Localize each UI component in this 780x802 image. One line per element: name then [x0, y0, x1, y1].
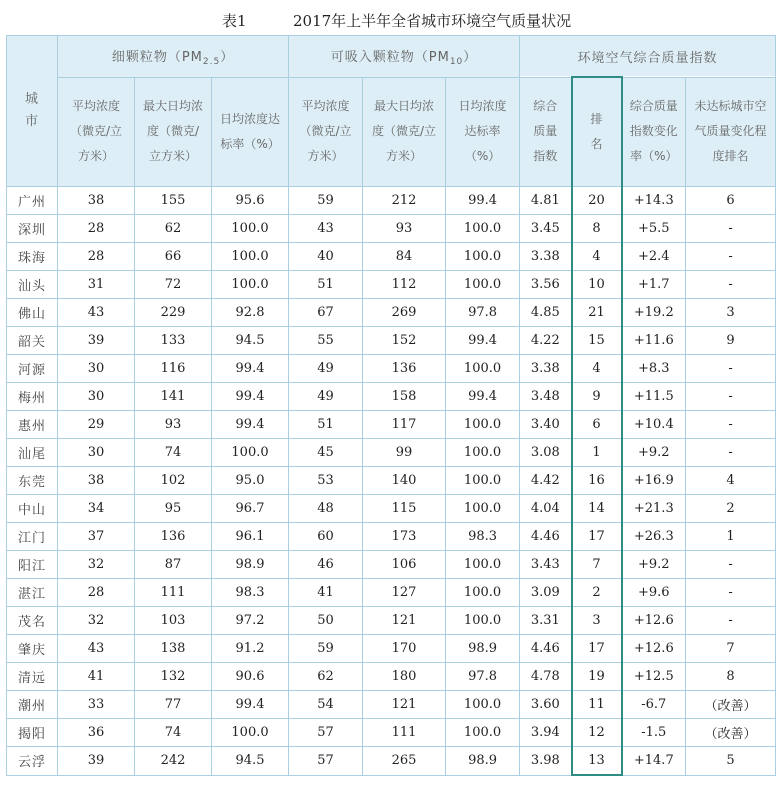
- pm10-avg-cell: 53: [289, 467, 363, 495]
- pm25-max-cell: 72: [135, 271, 212, 299]
- pm25-avg-cell: 29: [58, 411, 135, 439]
- aqi-rank-cell: 4: [572, 355, 622, 383]
- city-cell: 肇庆: [7, 635, 58, 663]
- aqi-rank-cell: 9: [572, 383, 622, 411]
- pm25-avg-cell: 43: [58, 299, 135, 327]
- improve-rank-cell: 4: [686, 467, 776, 495]
- pm25-rate-cell: 95.0: [212, 467, 289, 495]
- aqi-rank-cell: 3: [572, 607, 622, 635]
- pm25-avg-header: [58, 77, 135, 187]
- pm10-avg-cell: 57: [289, 747, 363, 776]
- pm10-rate-cell: 100.0: [446, 411, 520, 439]
- pm10-rate-cell: 100.0: [446, 271, 520, 299]
- city-cell: 茂名: [7, 607, 58, 635]
- pm10-max-cell: 99: [363, 439, 446, 467]
- aqi-index-cell: 4.81: [520, 187, 572, 215]
- pm25-rate-cell: 91.2: [212, 635, 289, 663]
- header-group-row: [7, 36, 776, 78]
- pm10-avg-cell: 60: [289, 523, 363, 551]
- improve-rank-cell: 7: [686, 635, 776, 663]
- city-cell: 惠州: [7, 411, 58, 439]
- pm10-avg-cell: 40: [289, 243, 363, 271]
- pm25-rate-cell: 99.4: [212, 411, 289, 439]
- pm10-max-cell: 140: [363, 467, 446, 495]
- pm25-avg-cell: 38: [58, 187, 135, 215]
- aqi-index-cell: 3.98: [520, 747, 572, 776]
- pm25-max-cell: 242: [135, 747, 212, 776]
- pm25-avg-cell: 30: [58, 355, 135, 383]
- pm10-rate-cell: 100.0: [446, 243, 520, 271]
- table-row: [7, 271, 776, 299]
- aqi-rank-cell: 14: [572, 495, 622, 523]
- pm10-max-cell: 106: [363, 551, 446, 579]
- table-row: [7, 299, 776, 327]
- table-row: [7, 383, 776, 411]
- aqi-rank-cell: 17: [572, 635, 622, 663]
- aqi-change-cell: +9.6: [622, 579, 686, 607]
- improve-rank-cell: 1: [686, 523, 776, 551]
- aqi-change-cell: +16.9: [622, 467, 686, 495]
- pm25-avg-cell: 32: [58, 551, 135, 579]
- pm10-max-cell: 121: [363, 691, 446, 719]
- header-city-label: 城市: [25, 92, 40, 129]
- pm25-avg-cell: 28: [58, 579, 135, 607]
- aqi-index-cell: 3.48: [520, 383, 572, 411]
- pm10-rate-cell: 100.0: [446, 551, 520, 579]
- pm25-max-cell: 111: [135, 579, 212, 607]
- pm25-max-header-text: 最大日均浓度（微克/立方米）: [143, 99, 204, 164]
- pm10-rate-cell: 100.0: [446, 691, 520, 719]
- pm10-avg-cell: 59: [289, 635, 363, 663]
- improve-rank-cell: 8: [686, 663, 776, 691]
- pm25-max-cell: 62: [135, 215, 212, 243]
- pm10-prefix: 可吸入颗粒物（PM: [330, 49, 450, 65]
- aqi-change-header: [622, 77, 686, 187]
- pm25-avg-cell: 30: [58, 383, 135, 411]
- aqi-rank-cell: 8: [572, 215, 622, 243]
- improve-rank-cell: （改善）: [686, 691, 776, 719]
- aqi-rank-cell: 11: [572, 691, 622, 719]
- pm25-max-header: [135, 77, 212, 187]
- pm10-max-cell: 111: [363, 719, 446, 747]
- aqi-rank-cell: 13: [572, 747, 622, 776]
- aqi-change-cell: +2.4: [622, 243, 686, 271]
- pm10-avg-cell: 54: [289, 691, 363, 719]
- table-row: [7, 243, 776, 271]
- table-row: [7, 327, 776, 355]
- pm25-avg-header-text: 平均浓度（微克/立方米）: [69, 99, 123, 164]
- pm25-rate-cell: 95.6: [212, 187, 289, 215]
- pm10-rate-cell: 98.9: [446, 747, 520, 776]
- table-body: [7, 187, 776, 776]
- pm25-rate-cell: 99.4: [212, 383, 289, 411]
- improve-rank-cell: 2: [686, 495, 776, 523]
- aqi-rank-cell: 2: [572, 579, 622, 607]
- pm25-avg-cell: 41: [58, 663, 135, 691]
- aqi-rank-cell: 7: [572, 551, 622, 579]
- pm25-rate-cell: 97.2: [212, 607, 289, 635]
- pm10-avg-cell: 45: [289, 439, 363, 467]
- air-quality-table: [6, 35, 776, 776]
- improve-rank-cell: 6: [686, 187, 776, 215]
- pm10-rate-header-text: 日均浓度达标率（%）: [458, 99, 507, 164]
- pm25-max-cell: 141: [135, 383, 212, 411]
- city-cell: 汕尾: [7, 439, 58, 467]
- aqi-index-cell: 4.42: [520, 467, 572, 495]
- pm10-max-header: [363, 77, 446, 187]
- pm10-rate-cell: 98.9: [446, 635, 520, 663]
- improve-rank-cell: -: [686, 551, 776, 579]
- aqi-index-cell: 4.85: [520, 299, 572, 327]
- aqi-improve-rank-header: [686, 77, 776, 187]
- city-cell: 佛山: [7, 299, 58, 327]
- aqi-change-cell: +1.7: [622, 271, 686, 299]
- aqi-change-cell: +14.7: [622, 747, 686, 776]
- city-cell: 梅州: [7, 383, 58, 411]
- pm25-avg-cell: 31: [58, 271, 135, 299]
- pm10-avg-cell: 67: [289, 299, 363, 327]
- city-cell: 江门: [7, 523, 58, 551]
- aqi-index-cell: 3.38: [520, 243, 572, 271]
- table-row: [7, 215, 776, 243]
- improve-rank-cell: -: [686, 411, 776, 439]
- aqi-index-cell: 4.78: [520, 663, 572, 691]
- pm10-max-cell: 180: [363, 663, 446, 691]
- aqi-rank-cell: 20: [572, 187, 622, 215]
- table-number: 表1: [222, 12, 247, 30]
- city-cell: 汕头: [7, 271, 58, 299]
- improve-rank-cell: -: [686, 579, 776, 607]
- aqi-change-header-text: 综合质量指数变化率（%）: [629, 99, 678, 164]
- aqi-change-cell: +12.6: [622, 607, 686, 635]
- city-cell: 云浮: [7, 747, 58, 776]
- pm10-avg-cell: 51: [289, 411, 363, 439]
- pm10-max-cell: 115: [363, 495, 446, 523]
- aqi-change-cell: +5.5: [622, 215, 686, 243]
- aqi-rank-cell: 15: [572, 327, 622, 355]
- pm10-rate-cell: 100.0: [446, 355, 520, 383]
- aqi-rank-header-text: 排名: [590, 112, 603, 151]
- improve-rank-cell: 3: [686, 299, 776, 327]
- city-cell: 湛江: [7, 579, 58, 607]
- aqi-change-cell: +11.6: [622, 327, 686, 355]
- pm25-rate-cell: 100.0: [212, 439, 289, 467]
- pm25-max-cell: 74: [135, 439, 212, 467]
- aqi-change-cell: +12.5: [622, 663, 686, 691]
- city-cell: 潮州: [7, 691, 58, 719]
- pm25-rate-cell: 90.6: [212, 663, 289, 691]
- pm25-max-cell: 229: [135, 299, 212, 327]
- city-cell: 中山: [7, 495, 58, 523]
- pm25-avg-cell: 39: [58, 747, 135, 776]
- table-row: [7, 495, 776, 523]
- table-row: [7, 719, 776, 747]
- table-row: [7, 747, 776, 776]
- pm25-suffix: ）: [220, 49, 235, 65]
- improve-rank-cell: -: [686, 607, 776, 635]
- pm10-rate-cell: 99.4: [446, 187, 520, 215]
- aqi-index-cell: 3.08: [520, 439, 572, 467]
- aqi-rank-cell: 16: [572, 467, 622, 495]
- aqi-change-cell: +12.6: [622, 635, 686, 663]
- table-caption: [0, 6, 780, 32]
- pm25-avg-cell: 28: [58, 215, 135, 243]
- pm10-avg-cell: 59: [289, 187, 363, 215]
- aqi-change-cell: +9.2: [622, 551, 686, 579]
- table-row: [7, 691, 776, 719]
- aqi-change-cell: +9.2: [622, 439, 686, 467]
- improve-rank-cell: -: [686, 215, 776, 243]
- table-row: [7, 355, 776, 383]
- city-cell: 东莞: [7, 467, 58, 495]
- pm10-max-header-text: 最大日均浓度（微克/立方米）: [372, 99, 437, 164]
- pm25-max-cell: 102: [135, 467, 212, 495]
- aqi-rank-cell: 6: [572, 411, 622, 439]
- pm10-rate-cell: 100.0: [446, 467, 520, 495]
- pm25-max-cell: 87: [135, 551, 212, 579]
- aqi-index-header: [520, 77, 572, 187]
- pm25-max-cell: 136: [135, 523, 212, 551]
- table-row: [7, 523, 776, 551]
- pm25-avg-cell: 39: [58, 327, 135, 355]
- aqi-index-cell: 4.22: [520, 327, 572, 355]
- pm10-avg-cell: 43: [289, 215, 363, 243]
- aqi-change-cell: -1.5: [622, 719, 686, 747]
- pm10-avg-cell: 57: [289, 719, 363, 747]
- pm10-rate-cell: 97.8: [446, 663, 520, 691]
- pm10-max-cell: 158: [363, 383, 446, 411]
- pm25-rate-cell: 99.4: [212, 691, 289, 719]
- pm10-rate-cell: 100.0: [446, 579, 520, 607]
- aqi-rank-cell: 4: [572, 243, 622, 271]
- pm10-avg-cell: 41: [289, 579, 363, 607]
- pm25-max-cell: 155: [135, 187, 212, 215]
- aqi-rank-header: [572, 77, 622, 187]
- table-row: [7, 663, 776, 691]
- pm25-max-cell: 93: [135, 411, 212, 439]
- pm25-avg-cell: 38: [58, 467, 135, 495]
- pm25-max-cell: 132: [135, 663, 212, 691]
- aqi-change-cell: +26.3: [622, 523, 686, 551]
- pm25-avg-cell: 37: [58, 523, 135, 551]
- city-cell: 揭阳: [7, 719, 58, 747]
- pm10-rate-cell: 100.0: [446, 495, 520, 523]
- aqi-change-cell: +8.3: [622, 355, 686, 383]
- pm25-rate-cell: 98.3: [212, 579, 289, 607]
- pm25-avg-cell: 36: [58, 719, 135, 747]
- improve-rank-cell: -: [686, 243, 776, 271]
- aqi-rank-cell: 17: [572, 523, 622, 551]
- pm10-avg-header: [289, 77, 363, 187]
- header-aqi-group: 环境空气综合质量指数: [520, 36, 776, 78]
- pm10-max-cell: 152: [363, 327, 446, 355]
- aqi-rank-cell: 19: [572, 663, 622, 691]
- improve-rank-cell: -: [686, 355, 776, 383]
- pm10-max-cell: 84: [363, 243, 446, 271]
- pm25-rate-header: [212, 77, 289, 187]
- pm25-rate-cell: 99.4: [212, 355, 289, 383]
- pm10-max-cell: 93: [363, 215, 446, 243]
- aqi-change-cell: +21.3: [622, 495, 686, 523]
- city-cell: 河源: [7, 355, 58, 383]
- aqi-index-cell: 3.31: [520, 607, 572, 635]
- pm10-avg-header-text: 平均浓度（微克/立方米）: [299, 99, 352, 164]
- aqi-rank-cell: 12: [572, 719, 622, 747]
- aqi-change-cell: +14.3: [622, 187, 686, 215]
- pm10-max-cell: 117: [363, 411, 446, 439]
- pm25-rate-cell: 100.0: [212, 719, 289, 747]
- pm10-avg-cell: 49: [289, 355, 363, 383]
- table-row: [7, 187, 776, 215]
- city-cell: 珠海: [7, 243, 58, 271]
- pm25-prefix: 细颗粒物（PM: [111, 49, 203, 65]
- pm25-rate-cell: 98.9: [212, 551, 289, 579]
- pm25-max-cell: 103: [135, 607, 212, 635]
- pm10-rate-header: [446, 77, 520, 187]
- pm25-rate-cell: 100.0: [212, 243, 289, 271]
- pm25-rate-cell: 94.5: [212, 327, 289, 355]
- table-row: [7, 439, 776, 467]
- pm10-avg-cell: 50: [289, 607, 363, 635]
- improve-rank-cell: -: [686, 439, 776, 467]
- pm25-avg-cell: 43: [58, 635, 135, 663]
- pm10-avg-cell: 48: [289, 495, 363, 523]
- header-city: [7, 36, 58, 187]
- aqi-index-cell: 4.46: [520, 523, 572, 551]
- header-pm10-group: [289, 36, 520, 78]
- aqi-improve-rank-header-text: 未达标城市空气质量变化程度排名: [694, 99, 767, 164]
- aqi-rank-cell: 21: [572, 299, 622, 327]
- pm10-rate-cell: 98.3: [446, 523, 520, 551]
- table-row: [7, 411, 776, 439]
- aqi-change-cell: +19.2: [622, 299, 686, 327]
- pm25-avg-cell: 34: [58, 495, 135, 523]
- city-cell: 深圳: [7, 215, 58, 243]
- pm10-avg-cell: 62: [289, 663, 363, 691]
- pm25-rate-cell: 94.5: [212, 747, 289, 776]
- header-column-row: [7, 77, 776, 187]
- header-pm25-group: [58, 36, 289, 78]
- aqi-index-cell: 3.60: [520, 691, 572, 719]
- pm10-max-cell: 269: [363, 299, 446, 327]
- pm25-rate-cell: 96.7: [212, 495, 289, 523]
- pm25-rate-cell: 96.1: [212, 523, 289, 551]
- improve-rank-cell: -: [686, 271, 776, 299]
- aqi-index-cell: 3.38: [520, 355, 572, 383]
- aqi-index-header-text: 综合质量指数: [533, 99, 558, 164]
- pm10-max-cell: 127: [363, 579, 446, 607]
- city-cell: 广州: [7, 187, 58, 215]
- pm25-rate-cell: 92.8: [212, 299, 289, 327]
- table-row: [7, 635, 776, 663]
- pm25-max-cell: 74: [135, 719, 212, 747]
- pm25-max-cell: 138: [135, 635, 212, 663]
- aqi-index-cell: 4.04: [520, 495, 572, 523]
- aqi-change-cell: -6.7: [622, 691, 686, 719]
- pm10-avg-cell: 49: [289, 383, 363, 411]
- aqi-index-cell: 3.09: [520, 579, 572, 607]
- table-row: [7, 607, 776, 635]
- pm10-max-cell: 170: [363, 635, 446, 663]
- pm25-avg-cell: 30: [58, 439, 135, 467]
- table-title: 2017年上半年全省城市环境空气质量状况: [293, 12, 572, 30]
- pm10-max-cell: 173: [363, 523, 446, 551]
- aqi-change-cell: +10.4: [622, 411, 686, 439]
- pm25-avg-cell: 28: [58, 243, 135, 271]
- pm25-max-cell: 95: [135, 495, 212, 523]
- table-row: [7, 579, 776, 607]
- aqi-change-cell: +11.5: [622, 383, 686, 411]
- pm10-max-cell: 212: [363, 187, 446, 215]
- city-cell: 韶关: [7, 327, 58, 355]
- improve-rank-cell: （改善）: [686, 719, 776, 747]
- pm10-rate-cell: 100.0: [446, 439, 520, 467]
- aqi-index-cell: 3.43: [520, 551, 572, 579]
- pm10-rate-cell: 100.0: [446, 215, 520, 243]
- pm25-max-cell: 133: [135, 327, 212, 355]
- pm10-rate-cell: 100.0: [446, 607, 520, 635]
- aqi-rank-cell: 10: [572, 271, 622, 299]
- city-cell: 清远: [7, 663, 58, 691]
- pm10-avg-cell: 55: [289, 327, 363, 355]
- pm25-rate-cell: 100.0: [212, 271, 289, 299]
- improve-rank-cell: 9: [686, 327, 776, 355]
- pm25-avg-cell: 33: [58, 691, 135, 719]
- pm10-suffix: ）: [463, 49, 478, 65]
- table-row: [7, 551, 776, 579]
- table-row: [7, 467, 776, 495]
- pm10-max-cell: 136: [363, 355, 446, 383]
- pm25-rate-cell: 100.0: [212, 215, 289, 243]
- pm25-rate-header-text: 日均浓度达标率（%）: [220, 111, 281, 151]
- improve-rank-cell: 5: [686, 747, 776, 776]
- pm10-rate-cell: 99.4: [446, 383, 520, 411]
- improve-rank-cell: -: [686, 383, 776, 411]
- aqi-index-cell: 3.94: [520, 719, 572, 747]
- aqi-index-cell: 3.45: [520, 215, 572, 243]
- aqi-index-cell: 4.46: [520, 635, 572, 663]
- aqi-index-cell: 3.40: [520, 411, 572, 439]
- pm10-rate-cell: 99.4: [446, 327, 520, 355]
- pm25-avg-cell: 32: [58, 607, 135, 635]
- pm25-max-cell: 77: [135, 691, 212, 719]
- pm25-subscript: 2.5: [202, 56, 221, 67]
- pm10-rate-cell: 100.0: [446, 719, 520, 747]
- pm10-rate-cell: 97.8: [446, 299, 520, 327]
- pm10-avg-cell: 51: [289, 271, 363, 299]
- pm10-max-cell: 112: [363, 271, 446, 299]
- pm10-subscript: 10: [449, 56, 464, 67]
- pm25-max-cell: 66: [135, 243, 212, 271]
- city-cell: 阳江: [7, 551, 58, 579]
- pm25-max-cell: 116: [135, 355, 212, 383]
- pm10-avg-cell: 46: [289, 551, 363, 579]
- aqi-index-cell: 3.56: [520, 271, 572, 299]
- pm10-max-cell: 265: [363, 747, 446, 776]
- aqi-rank-cell: 1: [572, 439, 622, 467]
- pm10-max-cell: 121: [363, 607, 446, 635]
